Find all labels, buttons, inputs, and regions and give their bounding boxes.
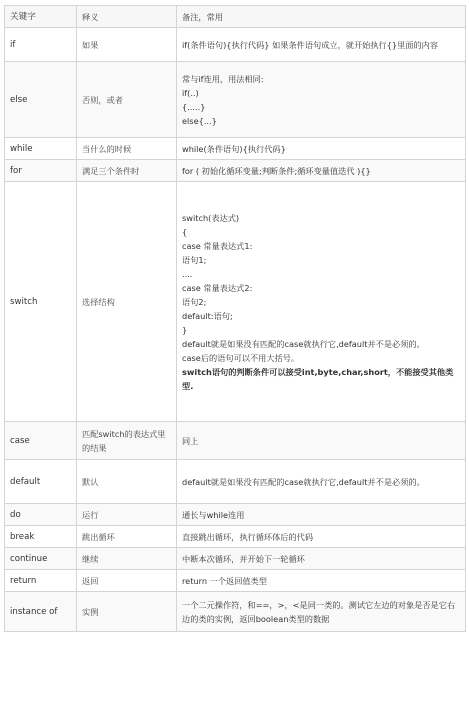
meaning-cell: 满足三个条件时 (77, 160, 177, 182)
keyword-cell: case (5, 422, 77, 460)
note-line: 中断本次循环，并开始下一轮循环 (182, 553, 305, 564)
note-line: } (182, 324, 188, 335)
header-meaning: 释义 (77, 6, 177, 28)
note-line: else{...} (182, 115, 217, 126)
table-row (5, 62, 466, 138)
meaning-cell: 如果 (77, 28, 177, 62)
note-line: case 常量表达式1: (182, 240, 253, 251)
note-line: default就是如果没有匹配的case就执行它,default并不是必须的。 (182, 476, 425, 487)
note-cell (177, 460, 466, 504)
note-line: if(..) (182, 87, 199, 98)
note-cell (177, 160, 466, 182)
note-line: 直接跳出循环，执行循环体后的代码 (182, 531, 314, 542)
keyword-cell: default (5, 460, 77, 504)
table-row (5, 570, 466, 592)
note-cell (177, 570, 466, 592)
meaning-cell: 跳出循环 (77, 526, 177, 548)
note-line: 一个二元操作符，和==，>，<是同一类的。测试它左边的对象是否是它右边的类的实例，返回boolean类型的数据 (182, 599, 456, 624)
header-note: 备注，常用 (177, 6, 466, 28)
table-row (5, 28, 466, 62)
header-keyword: 关键字 (5, 6, 77, 28)
keyword-table (4, 5, 466, 632)
note-cell (177, 504, 466, 526)
meaning-cell: 运行 (77, 504, 177, 526)
note-line-emphasis: switch语句的判断条件可以接受int,byte,char,short，不能接受其他类型. (182, 366, 454, 391)
meaning-cell: 实例 (77, 592, 177, 632)
table-row (5, 160, 466, 182)
meaning-cell: 当什么的时候 (77, 138, 177, 160)
meaning-cell: 选择结构 (77, 182, 177, 422)
keyword-cell: for (5, 160, 77, 182)
note-line: { (182, 226, 188, 237)
meaning-cell: 否则，或者 (77, 62, 177, 138)
note-cell (177, 548, 466, 570)
note-line: 同上 (182, 435, 199, 446)
keyword-cell: return (5, 570, 77, 592)
table-row (5, 138, 466, 160)
note-cell (177, 182, 466, 422)
note-line: {.....} (182, 101, 206, 112)
keyword-cell: do (5, 504, 77, 526)
note-line: switch(表达式) (182, 212, 240, 223)
note-line: for ( 初始化循环变量;判断条件;循环变量值迭代 ){} (182, 165, 371, 176)
meaning-cell: 继续 (77, 548, 177, 570)
note-line: 语句1; (182, 254, 207, 265)
table-row (5, 592, 466, 632)
note-line: if(条件语句){执行代码} 如果条件语句成立，就开始执行{}里面的内容 (182, 39, 439, 50)
note-line: 常与if连用，用法相同: (182, 73, 264, 84)
table-row (5, 504, 466, 526)
meaning-cell: 匹配switch的表达式里的结果 (77, 422, 177, 460)
note-line: 语句2; (182, 296, 207, 307)
keyword-cell: if (5, 28, 77, 62)
note-cell (177, 62, 466, 138)
note-line: case 常量表达式2: (182, 282, 253, 293)
keyword-cell: continue (5, 548, 77, 570)
table-row (5, 422, 466, 460)
keyword-cell: while (5, 138, 77, 160)
note-cell (177, 592, 466, 632)
keyword-cell: else (5, 62, 77, 138)
note-line: default就是如果没有匹配的case就执行它,default并不是必须的。 (182, 338, 425, 349)
meaning-cell: 返回 (77, 570, 177, 592)
keyword-cell: instance of (5, 592, 77, 632)
table-row (5, 526, 466, 548)
note-line: case后的语句可以不用大括号。 (182, 352, 300, 363)
note-line: return 一个返回值类型 (182, 575, 267, 586)
table-row (5, 182, 466, 422)
note-cell (177, 526, 466, 548)
note-cell (177, 138, 466, 160)
table-header-row (5, 6, 466, 28)
keyword-cell: break (5, 526, 77, 548)
note-cell (177, 422, 466, 460)
note-line: 通长与while连用 (182, 509, 245, 520)
note-line: default:语句; (182, 310, 233, 321)
note-line: .... (182, 268, 193, 279)
note-line: while(条件语句){执行代码} (182, 143, 286, 154)
meaning-cell: 默认 (77, 460, 177, 504)
note-cell (177, 28, 466, 62)
table-row (5, 548, 466, 570)
keyword-cell: switch (5, 182, 77, 422)
table-row (5, 460, 466, 504)
